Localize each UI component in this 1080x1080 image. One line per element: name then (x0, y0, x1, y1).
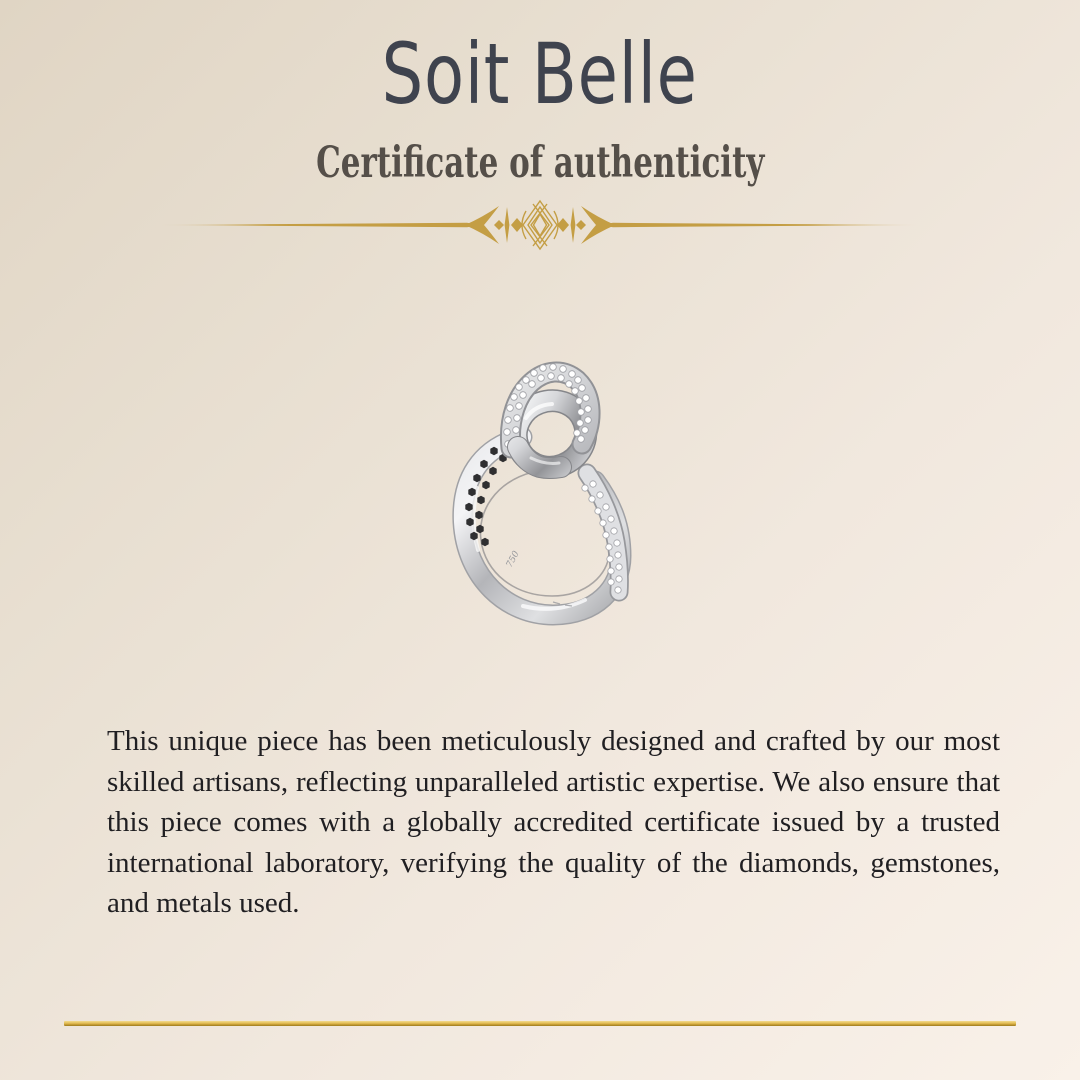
brand-logo-text: Soit Belle (381, 25, 699, 123)
description-text: This unique piece has been meticulously designed and crafted by our most skilled artisans, reflecting unparalleled artistic expertise. We also ensure that this piece comes with a globally accredited certificate issued by a trusted international laboratory, verifying the quality of the diamonds, gemstones, and metals used. (107, 725, 1000, 919)
footer-rule (64, 1021, 1016, 1026)
product-photo (425, 330, 685, 650)
certificate-title (0, 136, 1080, 190)
brand-logo (0, 25, 1080, 123)
certificate-title-text: Certificate of authenticity (315, 138, 765, 188)
hallmark-text: 750 (504, 549, 522, 570)
ring-pave-strip (582, 473, 622, 593)
divider-flourish-icon (155, 197, 925, 253)
